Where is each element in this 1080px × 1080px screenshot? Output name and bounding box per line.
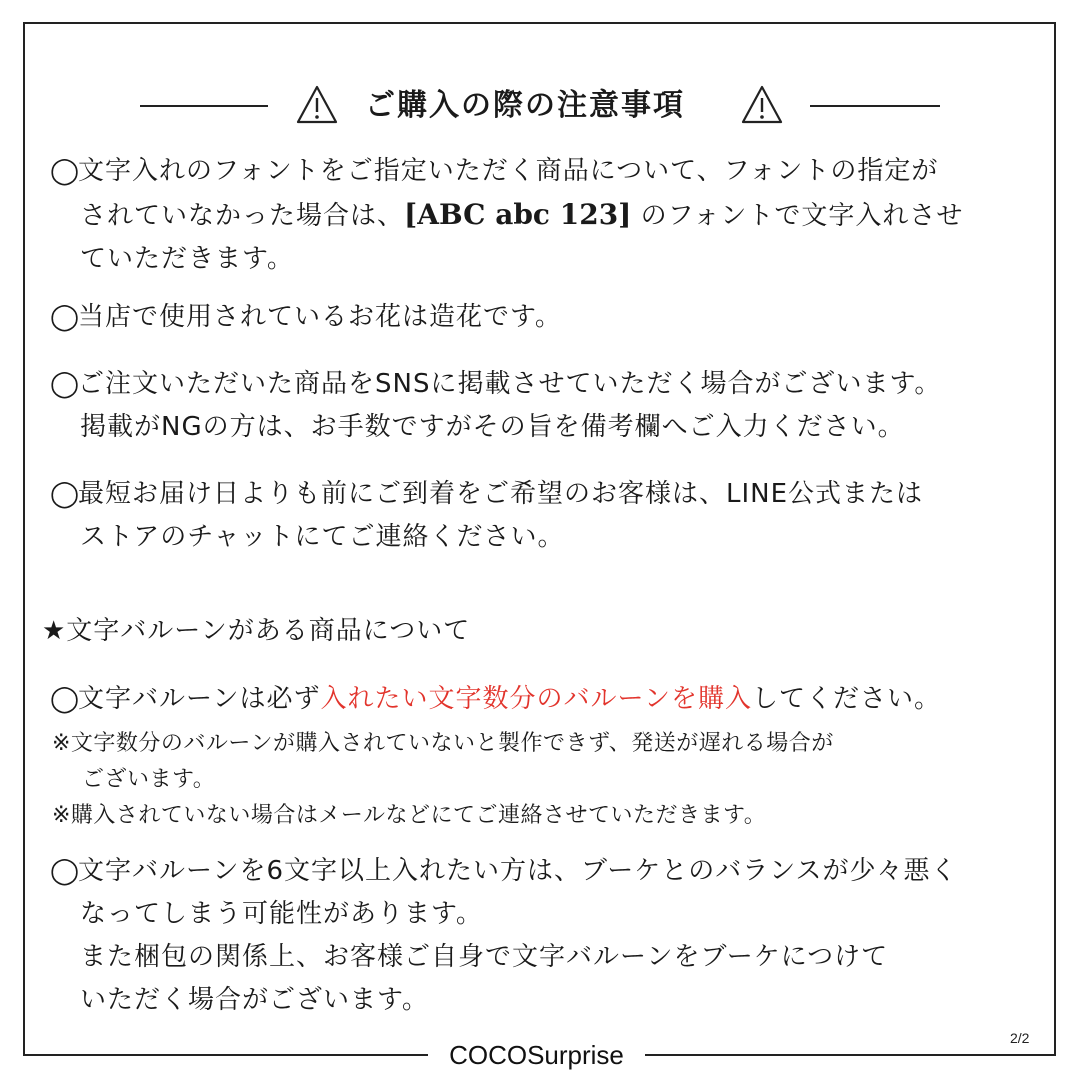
notice-artificial-flowers [50, 296, 562, 339]
notice-font [50, 150, 963, 281]
balloon-section-heading: ★文字バルーンがある商品について [42, 616, 471, 646]
notice-early-line2: ストアのチャットにてご連絡ください。 [80, 522, 565, 552]
notice-early-line1: 最短お届け日よりも前にご到着をご希望のお客様は、LINE公式または [78, 479, 924, 509]
page-title: ご購入の際の注意事項 [365, 88, 685, 123]
footer-rule-right [645, 1054, 1056, 1056]
title-row [0, 86, 1080, 126]
balloon-note-delay-line2: ございます。 [82, 767, 216, 792]
balloon-note-contact [52, 798, 766, 834]
brand-logo-text: COCOSurprise [428, 1038, 645, 1072]
warning-icon [740, 84, 784, 126]
footer-rule-left [23, 1054, 428, 1056]
title-rule-left [140, 105, 268, 107]
balloon-note-delay-line1: ※文字数分のバルーンが購入されていないと製作できず、発送が遅れる場合が [52, 731, 834, 756]
notice-sns-line1: ご注文いただいた商品をSNSに掲載させていただく場合がございます。 [78, 369, 942, 399]
balloon-six-chars-notice [50, 850, 957, 1022]
circle-bullet: ◯ [50, 684, 81, 714]
balloon-purchase-notice [50, 678, 941, 721]
circle-bullet: ◯ [50, 856, 81, 886]
circle-bullet: ◯ [50, 156, 81, 186]
warning-icon [295, 84, 339, 126]
notice-flowers-text: 当店で使用されているお花は造花です。 [78, 302, 562, 332]
balloon-notice-post: してください。 [751, 684, 941, 714]
notice-font-line2-post: のフォントで文字入れさせ [631, 201, 964, 231]
balloon-note-delay [52, 726, 834, 798]
circle-bullet: ◯ [50, 369, 81, 399]
balloon-six-line4: いただく場合がございます。 [80, 985, 429, 1015]
balloon-six-line1: 文字バルーンを6文字以上入れたい方は、ブーケとのバランスが少々悪く [78, 856, 958, 886]
balloon-six-line2: なってしまう可能性があります。 [80, 899, 483, 929]
balloon-note-contact-line1: ※購入されていない場合はメールなどにてご連絡させていただきます。 [52, 803, 767, 828]
notice-font-line2-pre: されていなかった場合は、 [80, 201, 405, 231]
circle-bullet: ◯ [50, 302, 81, 332]
notice-early-delivery [50, 473, 923, 559]
title-rule-right [810, 105, 940, 107]
notice-sns-line2: 掲載がNGの方は、お手数ですがその旨を備考欄へご入力ください。 [80, 412, 905, 442]
notice-font-line1: 文字入れのフォントをご指定いただく商品について、フォントの指定が [78, 156, 939, 186]
balloon-six-line3: また梱包の関係上、お客様ご自身で文字バルーンをブーケにつけて [80, 942, 889, 972]
notice-font-line3: ていただきます。 [80, 244, 294, 274]
page-number: 2/2 [1010, 1030, 1030, 1046]
circle-bullet: ◯ [50, 479, 81, 509]
notice-sns [50, 363, 941, 449]
font-sample: [ABC abc 123] [404, 198, 632, 231]
balloon-notice-pre: 文字バルーンは必ず [78, 684, 321, 714]
balloon-notice-highlight: 入れたい文字数分のバルーンを購入 [320, 684, 752, 714]
